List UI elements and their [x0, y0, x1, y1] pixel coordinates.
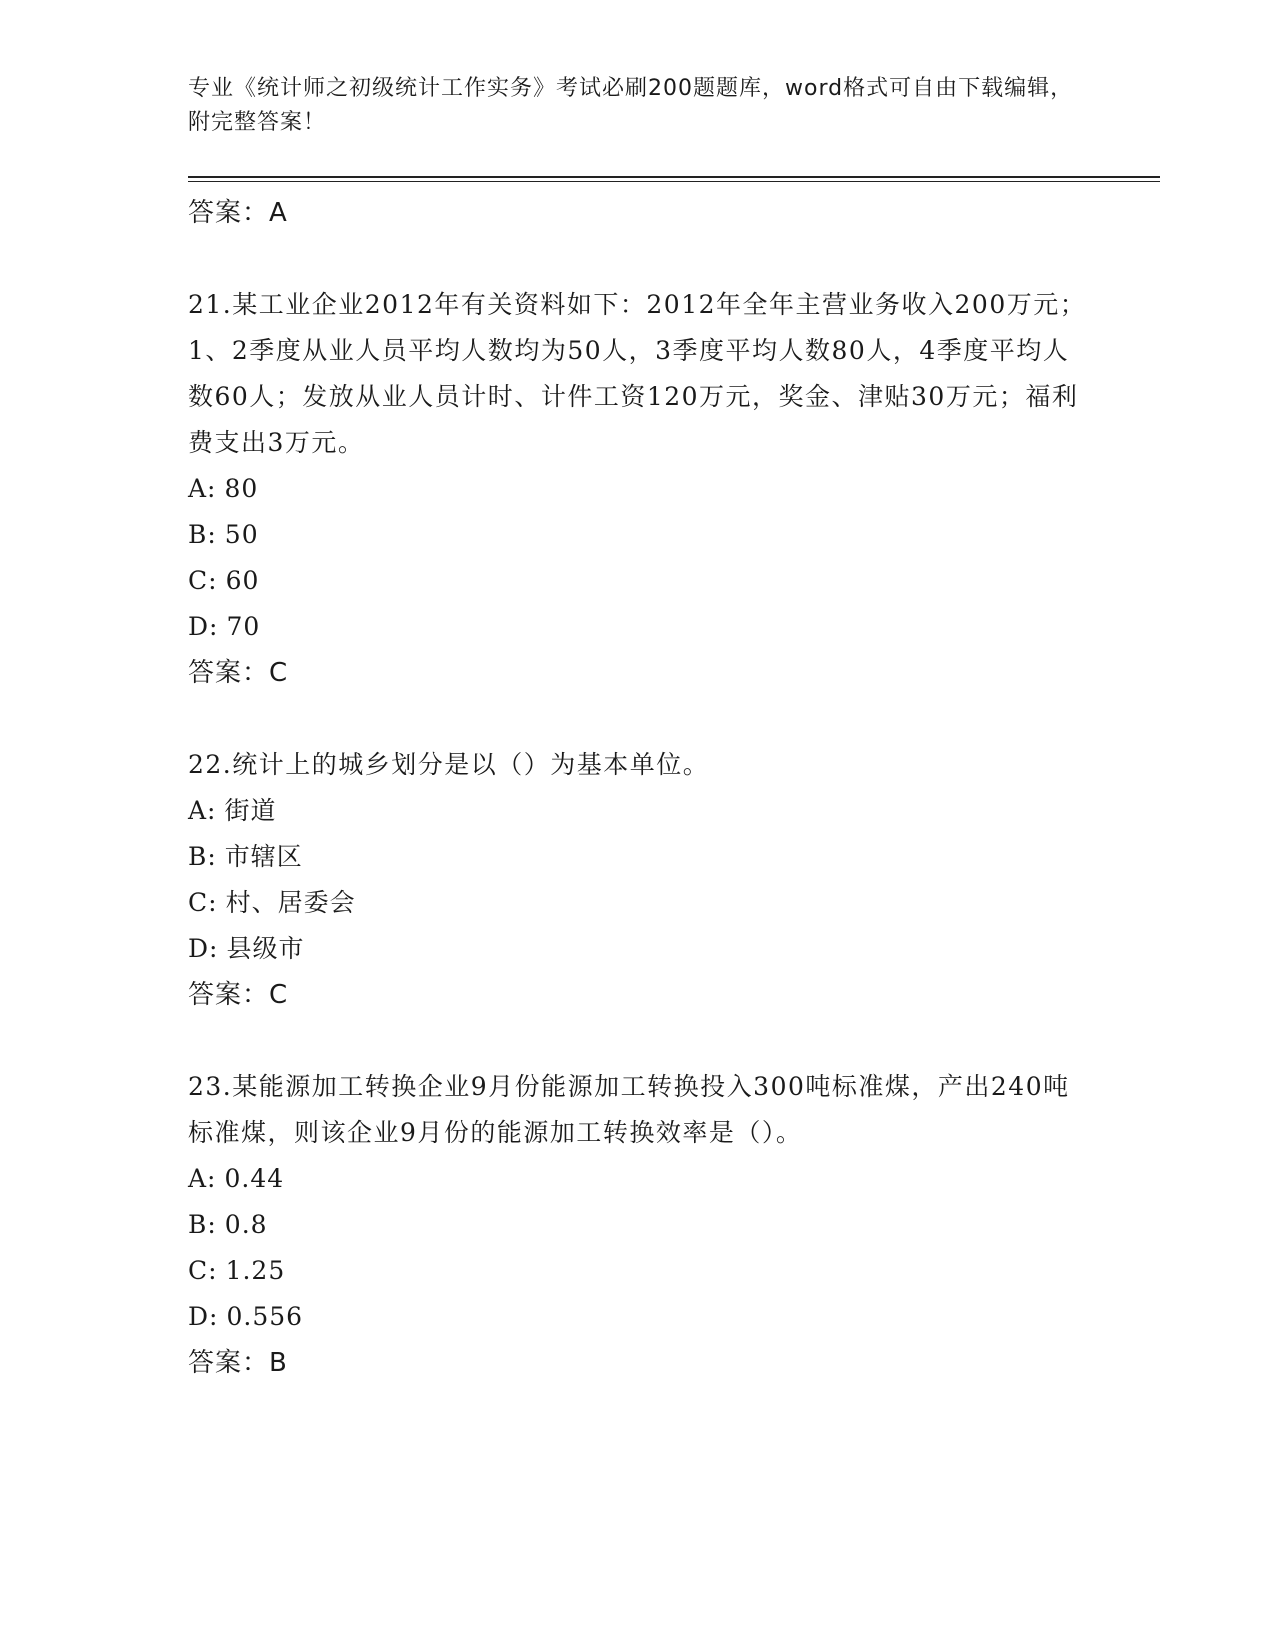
question-list — [188, 190, 1088, 1386]
option-a: A: 街道 — [188, 796, 277, 825]
option-b: B: 50 — [188, 520, 259, 549]
header-divider-thin — [188, 181, 1160, 182]
question-text: 21.某工业企业2012年有关资料如下：2012年全年主营业务收入200万元；1、2季度从业人员平均人数均为50人，3季度平均人数80人，4季度平均人数60人；发放从业人员计时、计件工资120万元，奖金、津贴30万元；福利费支出3万元。 — [188, 290, 1087, 457]
document-header: 专业《统计师之初级统计工作实务》考试必刷200题题库，word格式可自由下载编辑，附完整答案！ — [188, 76, 1074, 135]
question-block — [188, 1064, 1088, 1386]
option-d: D: 0.556 — [188, 1302, 304, 1331]
question-block — [188, 742, 1088, 1018]
option-a: A: 80 — [188, 474, 259, 503]
option-b: B: 0.8 — [188, 1210, 268, 1239]
question-block — [188, 282, 1088, 696]
answer-line: 答案：B — [188, 1348, 288, 1378]
option-a: A: 0.44 — [188, 1164, 285, 1193]
option-c: C: 60 — [188, 566, 260, 595]
document-page — [188, 0, 1160, 1650]
question-text: 23.某能源加工转换企业9月份能源加工转换投入300吨标准煤，产出240吨标准煤，则该企业9月份的能源加工转换效率是（）。 — [188, 1072, 1070, 1147]
answer-line: 答案：A — [188, 198, 288, 228]
option-b: B: 市辖区 — [188, 842, 303, 871]
option-c: C: 村、居委会 — [188, 888, 356, 917]
option-c: C: 1.25 — [188, 1256, 286, 1285]
option-d: D: 县级市 — [188, 934, 305, 963]
option-d: D: 70 — [188, 612, 261, 641]
answer-line: 答案：C — [188, 658, 289, 688]
question-text: 22.统计上的城乡划分是以（）为基本单位。 — [188, 750, 710, 779]
answer-line: 答案：C — [188, 980, 289, 1010]
header-divider-thick — [188, 176, 1160, 178]
